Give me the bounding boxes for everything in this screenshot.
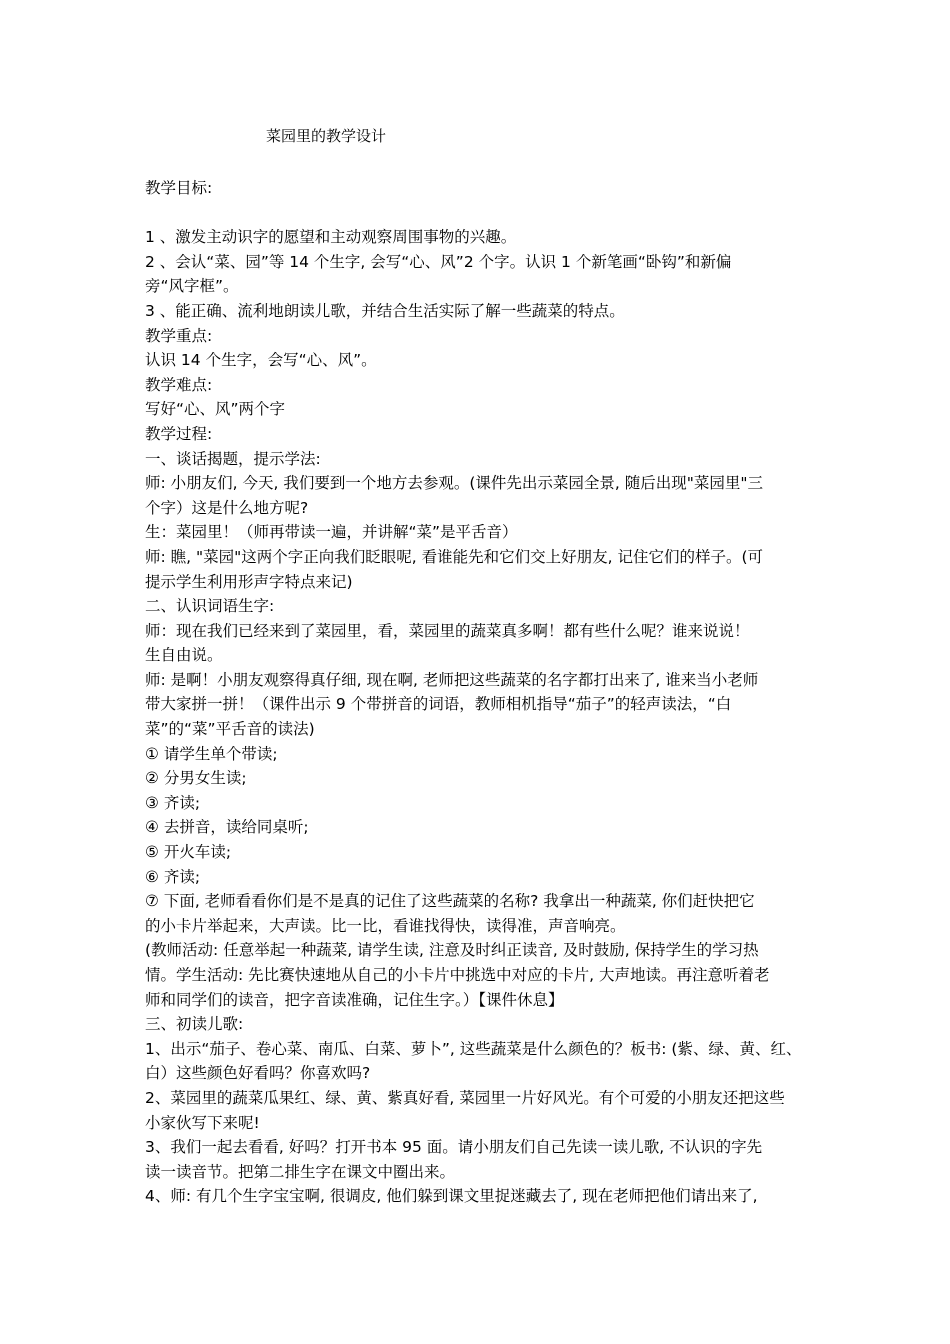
text-line: 2、菜园里的蔬菜瓜果红、绿、黄、紫真好看, 菜园里一片好风光。有个可爱的小朋友还把这些 <box>145 1088 785 1107</box>
text-line: 白）这些颜色好看吗？你喜欢吗? <box>145 1064 371 1083</box>
text-line: ⑦ 下面, 老师看看你们是不是真的记住了这些蔬菜的名称? 我拿出一种蔬菜, 你们赶快把它 <box>145 892 755 911</box>
text-line: 写好“心、风”两个字 <box>145 400 286 419</box>
text-line: 2 、会认“菜、园”等 14 个生字, 会写“心、风”2 个字。认识 1 个新笔画“卧钩”和新偏 <box>145 252 732 271</box>
text-line: 师: 是啊！小朋友观察得真仔细, 现在啊, 老师把这些蔬菜的名字都打出来了, 谁来当小老师 <box>145 670 759 689</box>
text-line: 个字）这是什么地方呢? <box>145 498 309 517</box>
text-line: 师: 瞧, "菜园"这两个字正向我们眨眼呢, 看谁能先和它们交上好朋友, 记住它们的样子。(可 <box>145 547 764 566</box>
text-line: 师: 小朋友们, 今天, 我们要到一个地方去参观。(课件先出示菜园全景, 随后出现"菜园里"三 <box>145 474 764 493</box>
text-line: 生：菜园里！（师再带读一遍，并讲解“菜”是平舌音） <box>145 523 518 542</box>
text-line: ③ 齐读; <box>145 793 201 812</box>
text-line: 认识 14 个生字，会写“心、风”。 <box>145 351 377 370</box>
document-body <box>145 176 825 1209</box>
text-line: 师和同学们的读音，把字音读准确，记住生字。）【课件休息】 <box>145 990 564 1009</box>
document-title: 菜园里的教学设计 <box>266 127 387 145</box>
text-line: 教学难点: <box>145 375 213 394</box>
text-line: ① 请学生单个带读; <box>145 744 278 763</box>
text-line: 教学过程: <box>145 424 213 443</box>
text-line: ④ 去拼音，读给同桌听; <box>145 818 309 837</box>
text-line: 4、师: 有几个生字宝宝啊, 很调皮, 他们躲到课文里捉迷藏去了, 现在老师把他们请出来了, <box>145 1187 758 1206</box>
blank-line <box>145 201 825 226</box>
text-line: ⑥ 齐读; <box>145 867 201 886</box>
text-line: 三、初读儿歌: <box>145 1015 244 1034</box>
text-line: 3 、能正确、流利地朗读儿歌，并结合生活实际了解一些蔬菜的特点。 <box>145 301 625 320</box>
text-line: ② 分男女生读; <box>145 769 247 788</box>
text-line: 1、出示“茄子、卷心菜、南瓜、白菜、萝卜”, 这些蔬菜是什么颜色的？板书: (紫、绿、黄、红、 <box>145 1039 802 1058</box>
text-line: 二、认识词语生字: <box>145 597 275 616</box>
text-line: 情。学生活动: 先比赛快速地从自己的小卡片中挑选中对应的卡片, 大声地读。再注意听着老 <box>145 966 770 984</box>
text-line: 的小卡片举起来，大声读。比一比，看谁找得快，读得准，声音响亮。 <box>145 916 626 935</box>
text-line: 师：现在我们已经来到了菜园里，看，菜园里的蔬菜真多啊！都有些什么呢？谁来说说！ <box>145 621 750 640</box>
text-line: 教学目标: <box>145 179 213 197</box>
text-line: 带大家拼一拼！（课件出示 9 个带拼音的词语，教师相机指导“茄子”的轻声读法，“白 <box>145 695 732 714</box>
text-line: 生自由说。 <box>145 646 223 665</box>
text-line: 读一读音节。把第二排生字在课文中圈出来。 <box>145 1162 456 1181</box>
text-line: 教学重点: <box>145 326 213 345</box>
text-line: 1 、激发主动识字的愿望和主动观察周围事物的兴趣。 <box>145 228 517 247</box>
text-line: 小家伙写下来呢! <box>145 1113 260 1132</box>
text-line: 一、谈话揭题，提示学法: <box>145 449 321 468</box>
text-line: (教师活动: 任意举起一种蔬菜, 请学生读, 注意及时纠正读音, 及时鼓励, 保持学生的学习热 <box>145 941 759 960</box>
text-line: 菜”的“菜”平舌音的读法) <box>145 720 315 739</box>
text-line: 提示学生利用形声字特点来记) <box>145 572 353 591</box>
text-line: ⑤ 开火车读; <box>145 843 232 862</box>
text-line: 3、我们一起去看看, 好吗？打开书本 95 面。请小朋友们自己先读一读儿歌, 不认识的字先 <box>145 1138 763 1157</box>
text-line: 旁“风字框”。 <box>145 277 239 296</box>
